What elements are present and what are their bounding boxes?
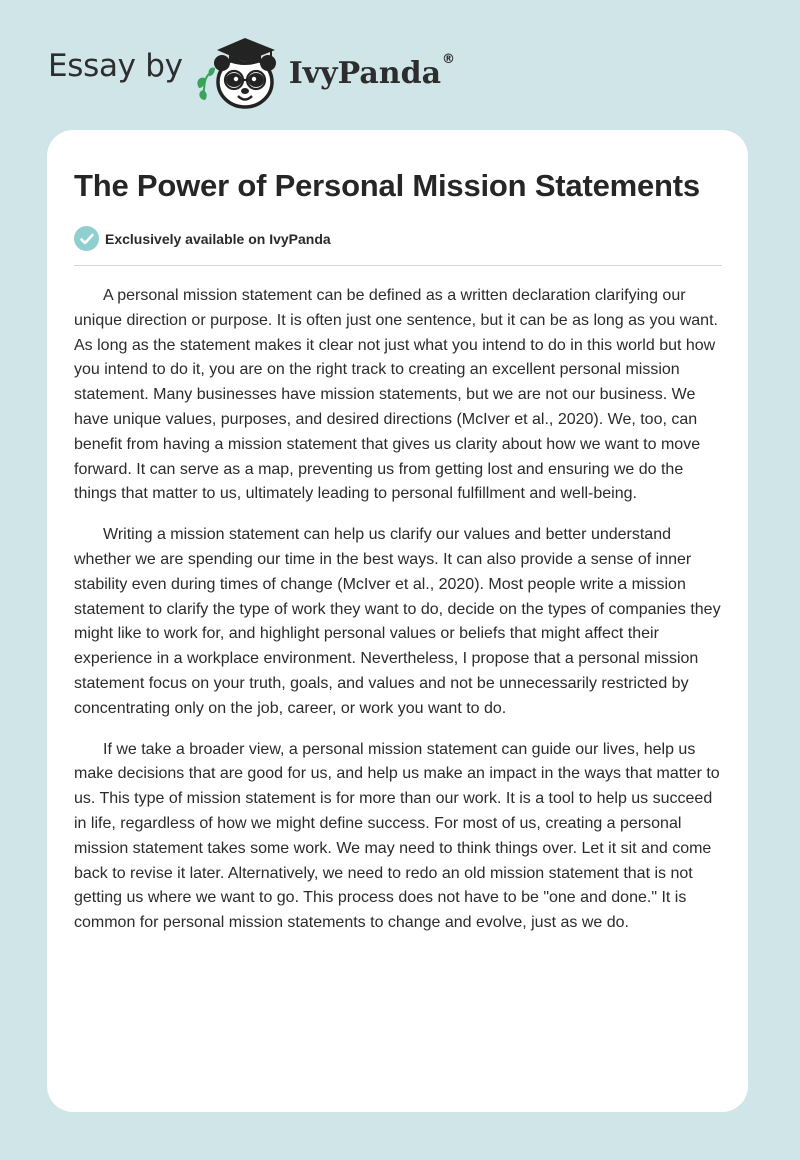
brand-name[interactable] bbox=[288, 51, 456, 91]
essay-card bbox=[47, 130, 748, 1112]
paragraph: A personal mission statement can be defined as a written declaration clarifying our unique direction or purpose. It is often just one sentence, but it can be as long as you want. As long as the statement makes it clear not just what you intend to do in this world but how you intend to do it, you are on the right track to creating an excellent personal mission statement. Many businesses have mission statements, but we are not our business. We have unique values, purposes, and desired directions (McIver et al., 2020). We, too, can benefit from having a mission statement that gives us clarity about how we want to move forward. It can serve as a map, preventing us from getting lost and ensuring we do the things that matter to us, ultimately leading to personal fulfillment and well-being. bbox=[74, 287, 718, 503]
checkmark-icon bbox=[74, 226, 99, 251]
brand-prefix: Essay by bbox=[48, 48, 183, 84]
panda-graduate-icon[interactable] bbox=[193, 30, 285, 112]
registered-mark: ® bbox=[442, 51, 456, 67]
essay-title: The Power of Personal Mission Statements bbox=[74, 168, 700, 203]
paragraph: If we take a broader view, a personal mission statement can guide our lives, help us make decisions that are good for us, and help us make an impact in the ways that matter to us. This type of mission statement is for more than our work. It is a tool to help us succeed in life, regardless of how we might define success. For most of us, creating a personal mission statement takes some work. We may need to think things over. Let it sit and come back to revise it later. Alternatively, we need to redo an old mission statement that is not getting us where we want to go. This process does not have to be "one and done." It is common for personal mission statements to change and evolve, just as we do. bbox=[74, 740, 720, 932]
exclusive-badge bbox=[74, 226, 722, 266]
paragraph: Writing a mission statement can help us clarify our values and better understand whether we are spending our time in the best ways. It can also provide a sense of inner stability even during times of change (McIver et al., 2020). Most people write a mission statement to clarify the type of work they want to do, decide on the types of companies they might like to work for, and highlight personal values or beliefs that might affect their experience in a workplace environment. Nevertheless, I propose that a personal mission statement focus on your truth, goals, and values and not be unnecessarily restricted by concentrating only on the job, career, or work you want to do. bbox=[74, 526, 721, 717]
brand-name-text: IvyPanda bbox=[288, 55, 442, 91]
badge-label: Exclusively available on IvyPanda bbox=[105, 230, 331, 247]
essay-body bbox=[74, 284, 722, 936]
site-header bbox=[48, 30, 455, 112]
